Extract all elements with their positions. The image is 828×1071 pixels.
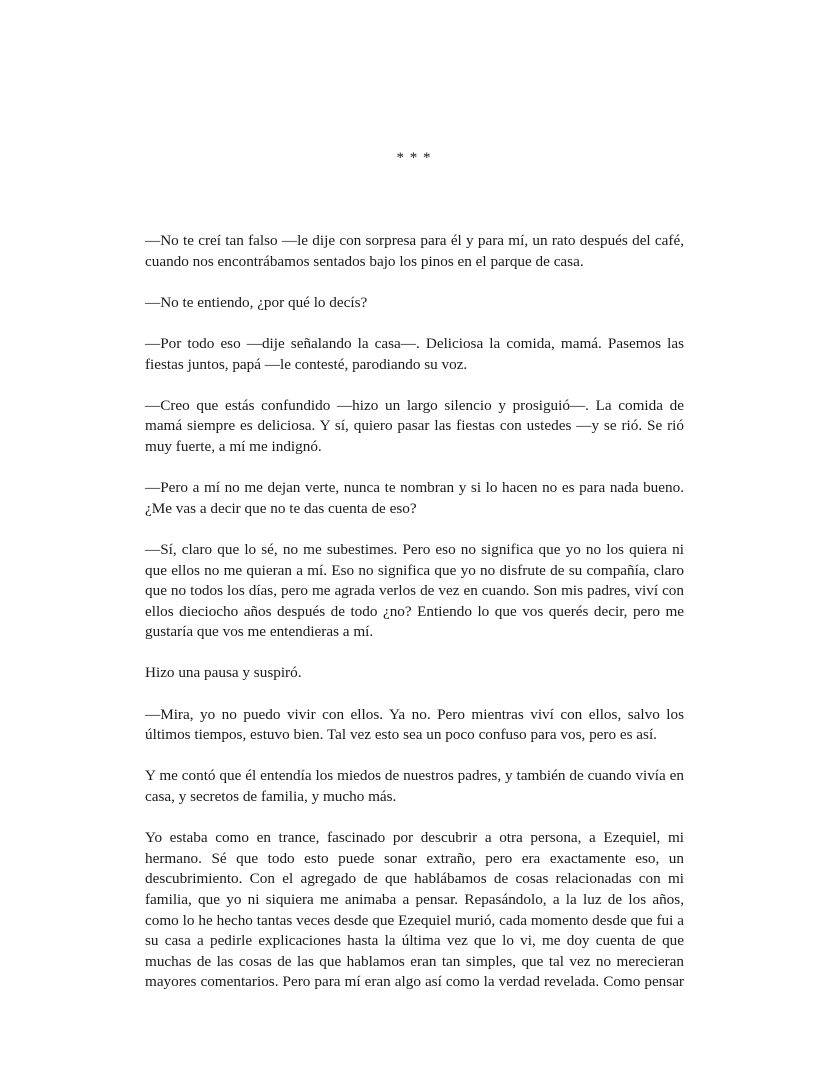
paragraph: —No te entiendo, ¿por qué lo decís?: [145, 293, 368, 311]
paragraph: —Pero a mí no me dejan verte, nunca te nombran y si lo hacen no es para nada bueno. ¿Me vas a decir que no te das cuenta de eso?: [145, 479, 684, 517]
paragraph: —Sí, claro que lo sé, no me subestimes. Pero eso no significa que yo no los quiera ni que ellos no me quieran a mí. Eso no significa que yo no disfrute de su compañía, claro que no todos los días, pero me agrada verlos de vez en cuando. Son mis padres, viví con ellos dieciocho años después de todo ¿no? Entiendo lo que vos querés decir, pero me gustaría que vos me entendieras a mí.: [145, 540, 684, 641]
paragraph: —No te creí tan falso —le dije con sorpresa para él y para mí, un rato después del café, cuando nos encontrábamos sentados bajo los pinos en el parque de casa.: [145, 232, 684, 270]
scene-break-separator: * * *: [396, 150, 432, 166]
paragraph: —Creo que estás confundido —hizo un largo silencio y prosiguió—. La comida de mamá siempre es deliciosa. Y sí, quiero pasar las fiestas con ustedes —y se rió. Se rió muy fuerte, a mí me indignó.: [145, 396, 684, 455]
paragraph: Hizo una pausa y suspiró.: [145, 664, 302, 682]
paragraph: —Mira, yo no puedo vivir con ellos. Ya no. Pero mientras viví con ellos, salvo los últimos tiempos, estuvo bien. Tal vez esto sea un poco confuso para vos, pero es así.: [145, 705, 684, 744]
paragraph: —Por todo eso —dije señalando la casa—. Deliciosa la comida, mamá. Pasemos las fiestas juntos, papá —le contesté, parodiando su voz.: [145, 334, 684, 373]
paragraph: Y me contó que él entendía los miedos de nuestros padres, y también de cuando vivía en casa, y secretos de familia, y mucho más.: [145, 767, 684, 806]
body-text: [145, 231, 684, 993]
paragraph: Yo estaba como en trance, fascinado por descubrir a otra persona, a Ezequiel, mi hermano. Sé que todo esto puede sonar extraño, pero era exactamente eso, un descubrimiento. Con el agregado de que hablábamos de cosas relacionadas con mi familia, que yo ni siquiera me animaba a pensar. Repasándolo, a la luz de los años, como lo he hecho tantas veces desde que Ezequiel murió, cada momento desde que fui a su casa a pedirle explicaciones hasta la última vez que lo vi, me doy cuenta de que muchas de las cosas de las que hablamos eran tan simples, que tal vez no merecieran mayores comentarios. Pero para mí eran algo así como la verdad revelada. Como pensar: [145, 829, 684, 991]
